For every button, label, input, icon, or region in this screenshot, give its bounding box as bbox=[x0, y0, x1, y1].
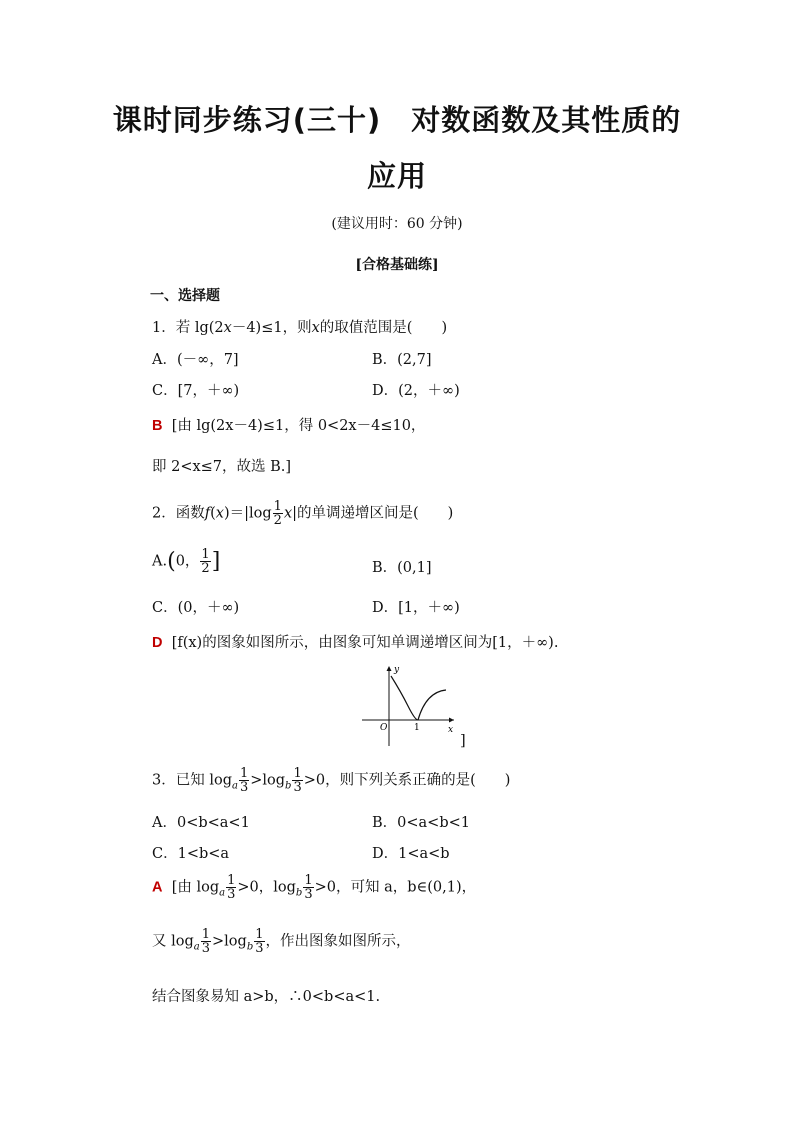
q1-explanation-1: B [由 lg(2x－4)≤1，得 0<2x－4≤10， bbox=[152, 418, 426, 434]
q1-stem: 1．若 lg(2x－4)≤1，则x的取值范围是( ) bbox=[152, 320, 448, 336]
q3-option-d: D．1<a<b bbox=[372, 846, 450, 862]
q2-option-b: B．(0,1] bbox=[372, 560, 432, 576]
q3-option-b: B．0<a<b<1 bbox=[372, 815, 470, 831]
q1-option-d: D．(2，＋∞) bbox=[372, 383, 460, 399]
q2-answer: D bbox=[152, 635, 163, 651]
origin-label: O bbox=[380, 723, 388, 733]
x-axis-arrow bbox=[449, 718, 454, 723]
y-axis-label: y bbox=[394, 665, 400, 675]
time-note: (建议用时：60 分钟) bbox=[331, 216, 463, 232]
q2-option-a: A.(0， $\frac{1}{2}$ ] bbox=[152, 547, 221, 576]
page-title-line1: 课时同步练习(三十) 对数函数及其性质的 bbox=[112, 103, 682, 137]
tick-one-label: 1 bbox=[414, 723, 420, 733]
curve-left bbox=[391, 676, 418, 720]
x-axis-label: x bbox=[448, 725, 454, 735]
q3-explanation-3: 结合图象易知 a>b，∴0<b<a<1. bbox=[152, 989, 381, 1005]
curve-right bbox=[418, 690, 446, 720]
q2-stem: 2．函数f(x)＝|log $\frac{1}{2}$ x|的单调递增区间是( ) bbox=[152, 499, 454, 528]
section-label: [合格基础练] bbox=[355, 257, 439, 273]
q3-option-c: C．1<b<a bbox=[152, 846, 230, 862]
y-axis-arrow bbox=[387, 666, 392, 671]
q1-explanation-2: 即 2<x≤7，故选 B.] bbox=[152, 459, 292, 475]
q2-option-d: D．[1，＋∞) bbox=[372, 600, 460, 616]
q3-explanation-2: 又 $\log_a$ $\frac{1}{3}$ $>\log_b$ $\frac{1}{3}$ ，作出图象如图所示， bbox=[152, 927, 411, 956]
q1-option-a: A．(－∞，7] bbox=[152, 352, 239, 368]
q2-option-c: C．(0，＋∞) bbox=[152, 600, 240, 616]
q3-option-a: A．0<b<a<1 bbox=[152, 815, 250, 831]
q3-stem: 3．已知 $\log_a$ $\frac{1}{3}$ $>\log_b$ $\frac{1}{3}$ >0，则下列关系正确的是( ) bbox=[152, 766, 511, 795]
log-abs-graph bbox=[356, 662, 460, 748]
part-heading: 一、选择题 bbox=[150, 288, 220, 304]
q2-explanation: D [f(x)的图象如图所示，由图象可知单调递增区间为[1，＋∞). bbox=[152, 635, 559, 651]
page-title-line2: 应用 bbox=[366, 159, 427, 193]
q2-explanation-close: ] bbox=[460, 733, 466, 749]
q3-explanation-1: A [由 $\log_a$ $\frac{1}{3}$ >0，$\log_b$ $\frac{1}{3}$ >0，可知 a，b∈(0,1)， bbox=[152, 873, 477, 902]
q1-answer: B bbox=[152, 418, 163, 434]
q1-option-c: C．[7，＋∞) bbox=[152, 383, 240, 399]
q1-option-b: B．(2,7] bbox=[372, 352, 432, 368]
q3-answer: A bbox=[152, 879, 163, 896]
